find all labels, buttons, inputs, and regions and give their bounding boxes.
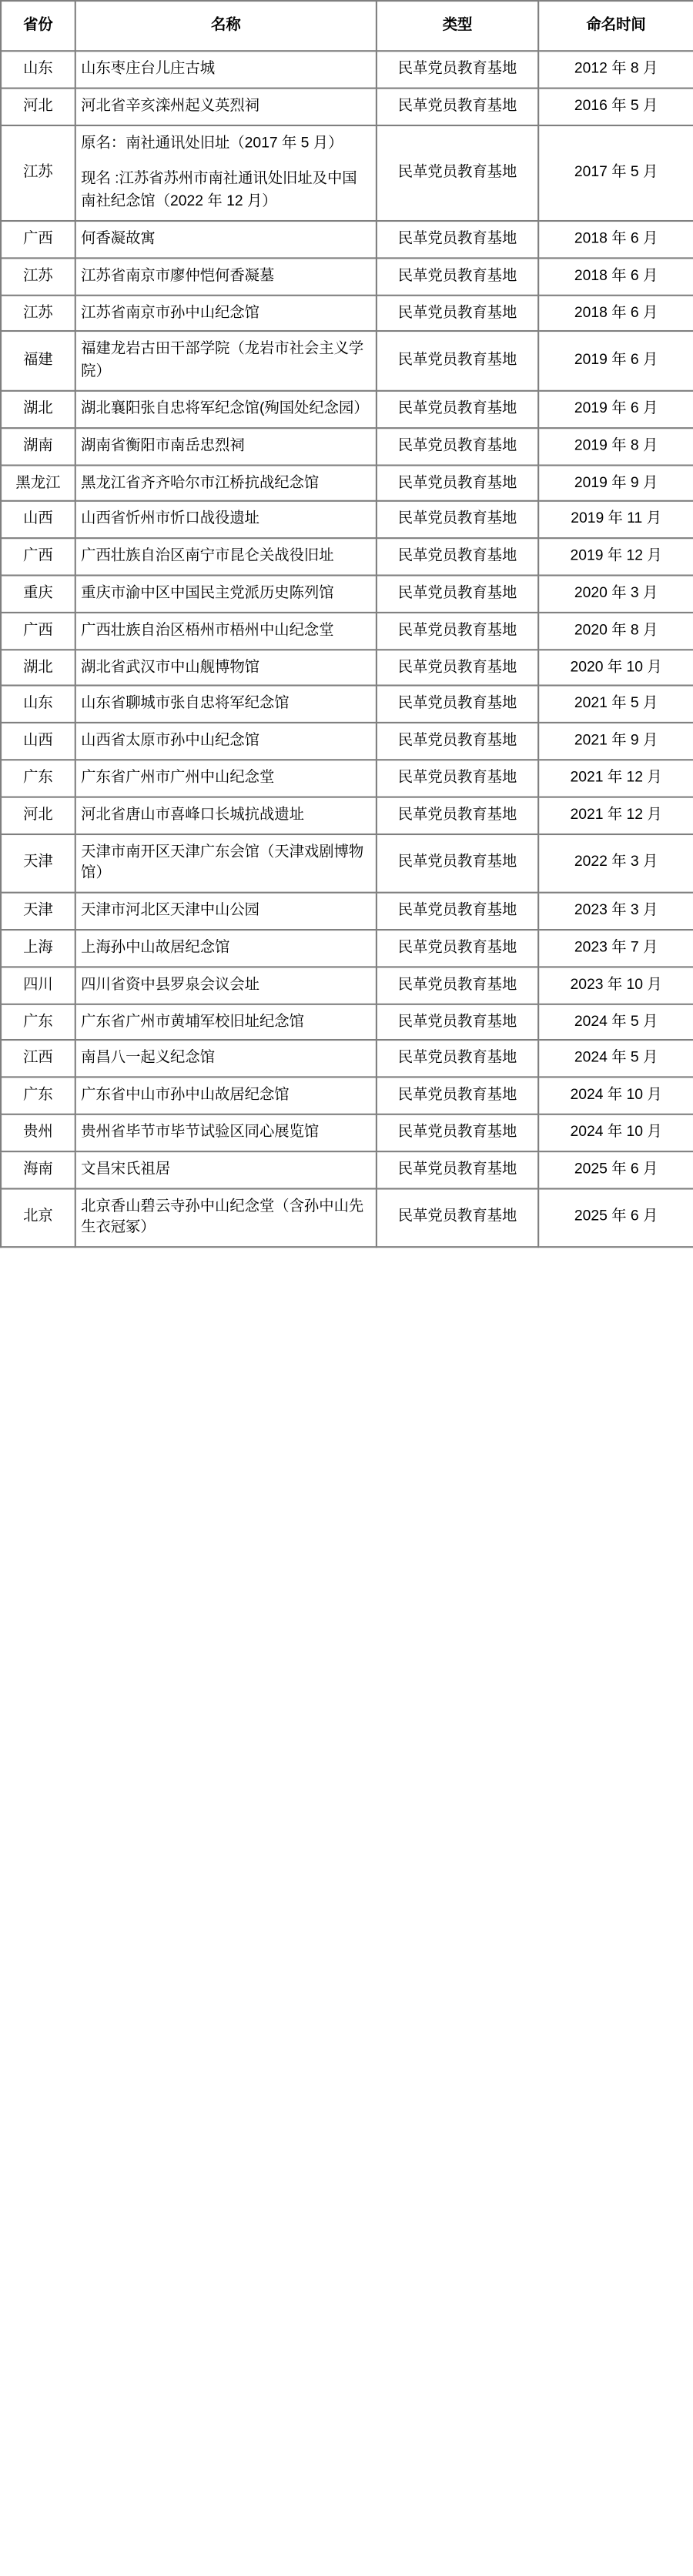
cell-date: 2023 年 3 月 [538,893,693,930]
cell-province: 江苏 [1,295,75,332]
cell-province: 天津 [1,834,75,893]
cell-name: 上海孙中山故居纪念馆 [75,930,377,967]
cell-province: 江苏 [1,125,75,221]
cell-type: 民革党员教育基地 [377,612,538,649]
cell-name: 广东省广州市广州中山纪念堂 [75,760,377,797]
cell-province: 四川 [1,967,75,1004]
table-row [1,258,693,295]
cell-province: 广东 [1,1078,75,1114]
column-header-date: 命名时间 [538,1,693,51]
cell-province: 山西 [1,502,75,539]
cell-name: 南昌八一起义纪念馆 [75,1041,377,1078]
cell-type: 民革党员教育基地 [377,1078,538,1114]
cell-date: 2019 年 8 月 [538,428,693,465]
cell-name [75,125,377,221]
cell-date: 2016 年 5 月 [538,88,693,125]
cell-type: 民革党员教育基地 [377,893,538,930]
table-row [1,797,693,834]
cell-type: 民革党员教育基地 [377,465,538,502]
cell-name: 河北省辛亥滦州起义英烈祠 [75,88,377,125]
cell-province: 河北 [1,797,75,834]
cell-type: 民革党员教育基地 [377,428,538,465]
cell-name-line: 原名：南社通讯处旧址（2017 年 5 月） [81,133,343,150]
document-page [0,0,693,1248]
cell-name: 河北省唐山市喜峰口长城抗战遗址 [75,797,377,834]
table-row [1,332,693,391]
table-row [1,760,693,797]
table-row [1,723,693,760]
cell-type: 民革党员教育基地 [377,1004,538,1041]
table-row [1,539,693,576]
table-row [1,1041,693,1078]
cell-type: 民革党员教育基地 [377,1114,538,1151]
cell-date: 2018 年 6 月 [538,258,693,295]
cell-province: 福建 [1,332,75,391]
cell-name: 山西省太原市孙中山纪念馆 [75,723,377,760]
cell-province: 广西 [1,539,75,576]
cell-province: 天津 [1,893,75,930]
table-row [1,125,693,221]
cell-type: 民革党员教育基地 [377,502,538,539]
cell-date: 2020 年 8 月 [538,612,693,649]
cell-type: 民革党员教育基地 [377,575,538,612]
column-header-name: 名称 [75,1,377,51]
table-row [1,612,693,649]
cell-name: 贵州省毕节市毕节试验区同心展览馆 [75,1114,377,1151]
table-row [1,575,693,612]
table-row [1,649,693,686]
table-row [1,930,693,967]
cell-date: 2019 年 9 月 [538,465,693,502]
cell-type: 民革党员教育基地 [377,797,538,834]
cell-date: 2025 年 6 月 [538,1151,693,1188]
cell-type: 民革党员教育基地 [377,258,538,295]
cell-name: 湖北省武汉市中山舰博物馆 [75,649,377,686]
cell-type: 民革党员教育基地 [377,88,538,125]
cell-date: 2021 年 12 月 [538,797,693,834]
table-body [1,51,693,1247]
cell-type: 民革党员教育基地 [377,834,538,893]
cell-province: 山西 [1,723,75,760]
table-row [1,967,693,1004]
column-header-type: 类型 [377,1,538,51]
cell-province: 广东 [1,760,75,797]
table-row [1,834,693,893]
cell-date: 2019 年 6 月 [538,332,693,391]
cell-type: 民革党员教育基地 [377,649,538,686]
cell-type: 民革党员教育基地 [377,930,538,967]
cell-name: 江苏省南京市孙中山纪念馆 [75,295,377,332]
cell-province: 北京 [1,1188,75,1247]
cell-type: 民革党员教育基地 [377,221,538,258]
cell-province: 江西 [1,1041,75,1078]
cell-province: 海南 [1,1151,75,1188]
cell-type: 民革党员教育基地 [377,686,538,723]
cell-name: 文昌宋氏祖居 [75,1151,377,1188]
cell-name: 北京香山碧云寺孙中山纪念堂（含孙中山先生衣冠冢） [75,1188,377,1247]
cell-name: 重庆市渝中区中国民主党派历史陈列馆 [75,575,377,612]
cell-date: 2019 年 12 月 [538,539,693,576]
table-row [1,1078,693,1114]
table-row [1,1004,693,1041]
table-row [1,51,693,88]
cell-date: 2021 年 12 月 [538,760,693,797]
cell-date: 2024 年 5 月 [538,1004,693,1041]
cell-name: 何香凝故寓 [75,221,377,258]
cell-date: 2018 年 6 月 [538,221,693,258]
cell-name: 江苏省南京市廖仲恺何香凝墓 [75,258,377,295]
cell-date: 2017 年 5 月 [538,125,693,221]
cell-name: 山西省忻州市忻口战役遗址 [75,502,377,539]
cell-date: 2021 年 9 月 [538,723,693,760]
cell-type: 民革党员教育基地 [377,1188,538,1247]
cell-name: 福建龙岩古田干部学院（龙岩市社会主义学院） [75,332,377,391]
cell-name: 天津市南开区天津广东会馆（天津戏剧博物馆） [75,834,377,893]
cell-date: 2020 年 3 月 [538,575,693,612]
cell-province: 广东 [1,1004,75,1041]
cell-type: 民革党员教育基地 [377,967,538,1004]
cell-name: 广东省中山市孙中山故居纪念馆 [75,1078,377,1114]
cell-province: 山东 [1,51,75,88]
cell-date: 2021 年 5 月 [538,686,693,723]
table-row [1,893,693,930]
cell-name: 广西壮族自治区南宁市昆仑关战役旧址 [75,539,377,576]
cell-name: 黑龙江省齐齐哈尔市江桥抗战纪念馆 [75,465,377,502]
table-row [1,428,693,465]
cell-type: 民革党员教育基地 [377,125,538,221]
cell-name: 四川省资中县罗泉会议会址 [75,967,377,1004]
cell-province: 贵州 [1,1114,75,1151]
cell-date: 2024 年 10 月 [538,1078,693,1114]
cell-type: 民革党员教育基地 [377,539,538,576]
table-row [1,1114,693,1151]
table-row [1,295,693,332]
cell-province: 湖南 [1,428,75,465]
cell-type: 民革党员教育基地 [377,1041,538,1078]
cell-name: 广东省广州市黄埔军校旧址纪念馆 [75,1004,377,1041]
cell-type: 民革党员教育基地 [377,760,538,797]
table-row [1,1188,693,1247]
cell-date: 2024 年 5 月 [538,1041,693,1078]
cell-date: 2018 年 6 月 [538,295,693,332]
cell-date: 2019 年 11 月 [538,502,693,539]
cell-type: 民革党员教育基地 [377,295,538,332]
cell-name: 湖北襄阳张自忠将军纪念馆(殉国处纪念园） [75,391,377,428]
table-row [1,88,693,125]
cell-date: 2019 年 6 月 [538,391,693,428]
table-row [1,221,693,258]
cell-province: 江苏 [1,258,75,295]
cell-province: 上海 [1,930,75,967]
cell-province: 广西 [1,612,75,649]
cell-province: 湖北 [1,649,75,686]
column-header-province: 省份 [1,1,75,51]
cell-date: 2023 年 10 月 [538,967,693,1004]
cell-province: 山东 [1,686,75,723]
cell-type: 民革党员教育基地 [377,391,538,428]
education-base-table [0,0,693,1248]
cell-name: 山东枣庄台儿庄古城 [75,51,377,88]
cell-date: 2020 年 10 月 [538,649,693,686]
cell-name: 天津市河北区天津中山公园 [75,893,377,930]
table-row [1,1151,693,1188]
table-header-row [1,1,693,51]
cell-province: 河北 [1,88,75,125]
cell-type: 民革党员教育基地 [377,332,538,391]
cell-province: 广西 [1,221,75,258]
cell-name: 山东省聊城市张自忠将军纪念馆 [75,686,377,723]
table-row [1,686,693,723]
cell-province: 黑龙江 [1,465,75,502]
cell-province: 湖北 [1,391,75,428]
cell-name-line: 现名 :江苏省苏州市南社通讯处旧址及中国南社纪念馆（2022 年 12 月） [81,170,357,209]
cell-type: 民革党员教育基地 [377,723,538,760]
cell-date: 2025 年 6 月 [538,1188,693,1247]
cell-name: 广西壮族自治区梧州市梧州中山纪念堂 [75,612,377,649]
cell-date: 2023 年 7 月 [538,930,693,967]
table-header [1,1,693,51]
table-row [1,465,693,502]
cell-date: 2024 年 10 月 [538,1114,693,1151]
cell-name: 湖南省衡阳市南岳忠烈祠 [75,428,377,465]
cell-type: 民革党员教育基地 [377,51,538,88]
table-row [1,502,693,539]
cell-province: 重庆 [1,575,75,612]
table-row [1,391,693,428]
cell-date: 2022 年 3 月 [538,834,693,893]
cell-type: 民革党员教育基地 [377,1151,538,1188]
cell-date: 2012 年 8 月 [538,51,693,88]
